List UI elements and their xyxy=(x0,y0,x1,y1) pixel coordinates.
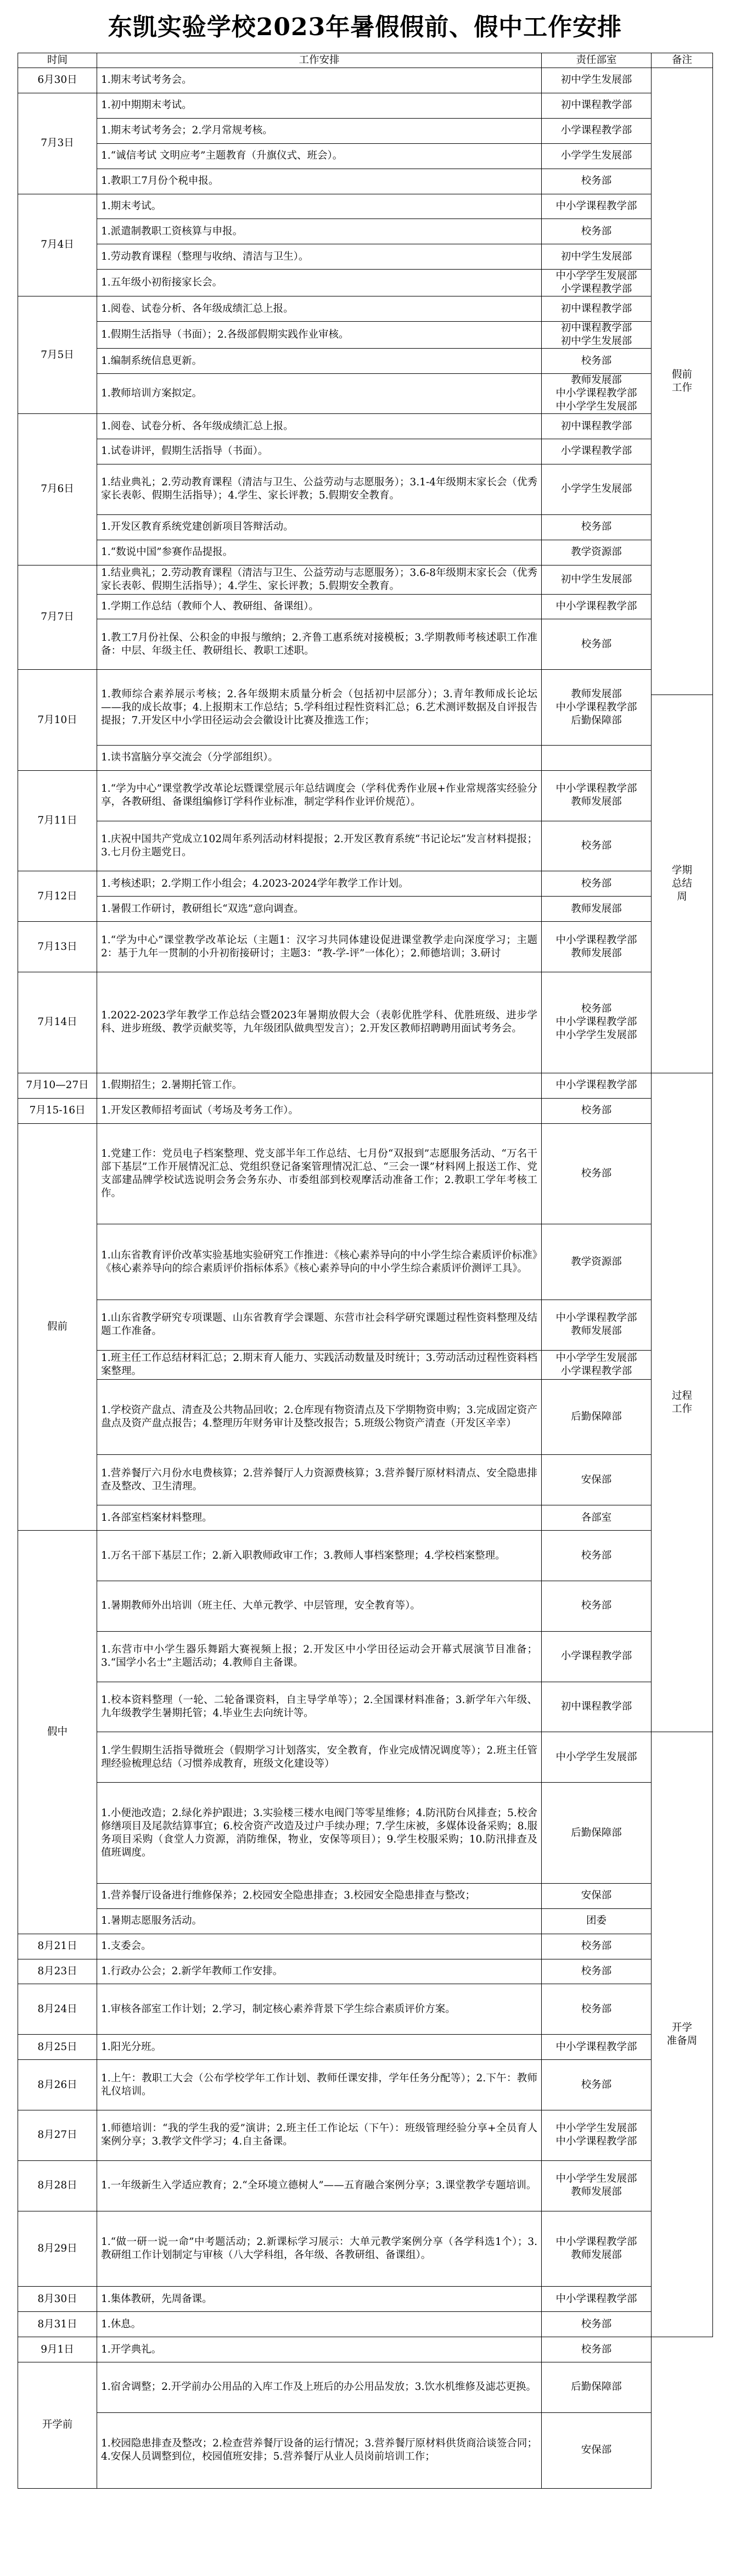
responsible-dept: 初中课程教学部 xyxy=(542,93,652,118)
schedule-table xyxy=(18,53,713,2489)
table-row xyxy=(18,1908,713,1934)
work-item: 1.阳光分班。 xyxy=(97,2035,542,2060)
responsible-dept: 初中学生发展部 xyxy=(542,68,652,93)
date-cell: 8月31日 xyxy=(18,2312,97,2337)
table-row xyxy=(18,1300,713,1325)
work-item: 1.万名干部下基层工作；2.新入职教师政审工作；3.教师人事档案整理；4.学校档案整理。 xyxy=(97,1531,542,1581)
work-item: 1.“诚信考试 文明应考”主题教育（升旗仪式、班会）。 xyxy=(97,143,542,169)
responsible-dept: 校务部 xyxy=(542,619,652,670)
table-row xyxy=(18,2412,713,2438)
responsible-dept: 教师发展部 中小学课程教学部 后勤保障部 xyxy=(542,670,652,746)
work-item: 1.派遣制教职工资核算与申报。 xyxy=(97,219,542,244)
table-row xyxy=(18,68,713,93)
responsible-dept: 小学学生发展部 xyxy=(542,143,652,169)
responsible-dept: 校务部 xyxy=(542,1984,652,2035)
responsible-dept: 初中学生发展部 xyxy=(542,565,652,594)
table-row xyxy=(18,745,713,770)
responsible-dept: 教师发展部 xyxy=(542,897,652,922)
responsible-dept: 小学课程教学部 xyxy=(542,439,652,464)
responsible-dept: 中小学课程教学部 教师发展部 xyxy=(542,770,652,821)
work-item: 1.假期生活指导（书面）；2.各级部假期实践作业审核。 xyxy=(97,322,542,349)
work-item: 1.编制系统信息更新。 xyxy=(97,349,542,374)
responsible-dept: 教学资源部 xyxy=(542,1224,652,1300)
work-item: 1.教师培训方案拟定。 xyxy=(97,374,542,414)
date-cell: 7月14日 xyxy=(18,972,97,1073)
table-row xyxy=(18,169,713,194)
responsible-dept: 中小学课程教学部 xyxy=(542,1073,652,1098)
date-cell: 8月28日 xyxy=(18,2160,97,2211)
date-cell: 8月24日 xyxy=(18,1984,97,2035)
date-cell: 7月5日 xyxy=(18,296,97,414)
date-cell: 8月23日 xyxy=(18,1959,97,1984)
work-item: 1.“学为中心”课堂教学改革论坛暨课堂展示年总结调度会（学科优秀作业展+作业常规落实经验分享，各教研组、备课组编修订学科作业标准，制定学科作业评价规范）。 xyxy=(97,770,542,821)
work-item: 1.集体教研，先周备课。 xyxy=(97,2287,542,2312)
table-row xyxy=(18,374,713,414)
work-item: 1.上午：教职工大会（公布学校学年工作计划、教师任课安排，学年任务分配等）；2.下午：教师礼仪培训。 xyxy=(97,2060,542,2110)
responsible-dept: 安保部 xyxy=(542,1883,652,1908)
work-item: 1.教工7月份社保、公积金的申报与缴纳；2.齐鲁工惠系统对接模板；3.学期教师考核述职工作准备：中层、年级主任、教研组长、教职工述职。 xyxy=(97,619,542,670)
table-row xyxy=(18,1631,713,1656)
date-cell: 开学前 xyxy=(18,2362,97,2489)
work-item: 1.结业典礼；2.劳动教育课程（清洁与卫生、公益劳动与志愿服务）；3.1-4年级期末家长会（优秀家长表彰、假期生活指导）；4.学生、家长评教；5.假期安全教育。 xyxy=(97,464,542,514)
responsible-dept: 中小学课程教学部 教师发展部 xyxy=(542,922,652,972)
work-item: 1.师德培训：“我的学生我的爱”演讲；2.班主任工作论坛（下午）：班级管理经验分享+全员育人案例分享；3.教学文件学习；4.自主备课。 xyxy=(97,2110,542,2160)
work-item: 1.审核各部室工作计划；2.学习，制定核心素养背景下学生综合素质评价方案。 xyxy=(97,1984,542,2035)
note-cell: 过程 工作 xyxy=(652,1073,713,1732)
work-item: 1.暑期教师外出培训（班主任、大单元教学、中层管理，安全教育等）。 xyxy=(97,1581,542,1631)
work-item: 1.营养餐厅六月份水电费核算；2.营养餐厅人力资源费核算；3.营养餐厅原材料清点、安全隐患排查及整改、卫生清理。 xyxy=(97,1455,542,1505)
work-item: 1.开发区教师招考面试（考场及考务工作）。 xyxy=(97,1098,542,1123)
responsible-dept: 教师发展部 中小学课程教学部 中小学学生发展部 xyxy=(542,374,652,414)
work-item: 1.各部室档案材料整理。 xyxy=(97,1505,542,1531)
responsible-dept: 中小学课程教学部 xyxy=(542,194,652,219)
responsible-dept: 后勤保障部 xyxy=(542,1783,652,1884)
work-item: 1.教师综合素养展示考核；2.各年级期末质量分析会（包括初中层部分）；3.青年教师成长论坛——我的成长故事；4.上报期末工作总结；5.学科组过程性资料汇总；6.艺术测评数据及自评报告提报；7.开发区中小学田径运动会会徽设计比赛及推选工作； xyxy=(97,670,542,746)
responsible-dept: 校务部 xyxy=(542,349,652,374)
responsible-dept: 校务部 xyxy=(542,821,652,871)
work-item: 1.庆祝中国共产党成立102周年系列活动材料提报；2.开发区教育系统“书记论坛”发言材料提报；3.七月份主题党日。 xyxy=(97,821,542,871)
table-row xyxy=(18,540,713,565)
date-cell: 7月13日 xyxy=(18,922,97,972)
responsible-dept: 初中学生发展部 xyxy=(542,244,652,270)
table-row xyxy=(18,2211,713,2236)
table-row xyxy=(18,93,713,118)
responsible-dept: 团委 xyxy=(542,1908,652,1934)
responsible-dept: 校务部 xyxy=(542,1581,652,1631)
work-item: 1.开发区教育系统党建创新项目答辩活动。 xyxy=(97,514,542,540)
date-cell: 7月12日 xyxy=(18,871,97,922)
work-item: 1.阅卷、试卷分析、各年级成绩汇总上报。 xyxy=(97,296,542,322)
work-item: 1.支委会。 xyxy=(97,1934,542,1959)
work-item: 1.行政办公会；2.新学年教师工作安排。 xyxy=(97,1959,542,1984)
schedule-body xyxy=(18,68,713,2489)
responsible-dept: 小学课程教学部 xyxy=(542,118,652,143)
work-item: 1.读书富脑分享交流会（分学部组织）。 xyxy=(97,745,542,770)
table-row xyxy=(18,2362,713,2388)
table-row xyxy=(18,1732,713,1757)
table-row xyxy=(18,1073,713,1098)
date-cell: 假前 xyxy=(18,1123,97,1531)
responsible-dept: 小学学生发展部 xyxy=(542,464,652,514)
responsible-dept: 校务部 xyxy=(542,1934,652,1959)
table-row xyxy=(18,1098,713,1123)
table-row xyxy=(18,2060,713,2085)
date-cell: 7月10—27日 xyxy=(18,1073,97,1098)
work-item: 1.学校资产盘点、清查及公共物品回收；2.仓库现有物资清点及下学期物资申购；3.完成固定资产盘点及资产盘点报告；4.整理历年财务审计及整改报告；5.班级公物资产清查（开发区辛幸） xyxy=(97,1379,542,1455)
responsible-dept: 校务部 xyxy=(542,1959,652,1984)
header-work: 工作安排 xyxy=(97,53,542,68)
responsible-dept: 中小学课程教学部 xyxy=(542,594,652,619)
table-row xyxy=(18,2110,713,2135)
table-row xyxy=(18,1984,713,2009)
work-item: 1.营养餐厅设备进行维修保养；2.校园安全隐患排查；3.校园安全隐患排查与整改； xyxy=(97,1883,542,1908)
table-row xyxy=(18,770,713,796)
table-row xyxy=(18,565,713,594)
work-item: 1.“做一研一说一命”中考题活动；2.新课标学习展示：大单元教学案例分享（各学科选1个）；3.教研组工作计划制定与审核（八大学科组，各年级、各教研组、备课组）。 xyxy=(97,2211,542,2287)
responsible-dept: 中小学课程教学部 xyxy=(542,2035,652,2060)
work-item: 1.小便池改造；2.绿化养护跟进；3.实验楼三楼水电阀门等零星维修；4.防汛防台风排查；5.校舍修缮项目及尾款结算事宜；6.校舍资产改造及过户手续办理；7.学生床被，多媒体设备采购；8.服务项目采购（食堂人力资源，消防维保，物业，安保等项目）；9.学生校服采购；10.防汛排查及值班调度。 xyxy=(97,1783,542,1884)
table-row xyxy=(18,1505,713,1531)
work-item: 1.暑期志愿服务活动。 xyxy=(97,1908,542,1934)
table-row xyxy=(18,1531,713,1556)
work-item: 1.五年级小初衔接家长会。 xyxy=(97,270,542,296)
table-row xyxy=(18,296,713,322)
table-row xyxy=(18,2160,713,2186)
responsible-dept: 教学资源部 xyxy=(542,540,652,565)
date-cell: 8月29日 xyxy=(18,2211,97,2287)
table-row xyxy=(18,821,713,846)
work-item: 1.宿舍调整；2.开学前办公用品的入库工作及上班后的办公用品发放；3.饮水机维修及滤芯更换。 xyxy=(97,2362,542,2413)
table-row xyxy=(18,1883,713,1908)
work-item: 1.班主任工作总结材料汇总；2.期末育人能力、实践活动数量及时统计；3.劳动活动过程性资料档案整理。 xyxy=(97,1350,542,1379)
responsible-dept: 后勤保障部 xyxy=(542,1379,652,1455)
page-title: 东凯实验学校2023年暑假假前、假中工作安排 xyxy=(108,13,622,41)
date-cell: 7月6日 xyxy=(18,414,97,565)
work-item: 1.开学典礼。 xyxy=(97,2337,542,2362)
table-row xyxy=(18,1350,713,1379)
responsible-dept: 安保部 xyxy=(542,1455,652,1505)
table-row xyxy=(18,2035,713,2060)
responsible-dept: 校务部 xyxy=(542,2060,652,2110)
header-note: 备注 xyxy=(652,53,713,68)
table-row xyxy=(18,594,713,619)
date-cell: 8月26日 xyxy=(18,2060,97,2110)
table-row xyxy=(18,194,713,219)
table-row xyxy=(18,464,713,489)
header-time: 时间 xyxy=(18,53,97,68)
table-row xyxy=(18,972,713,998)
responsible-dept: 中小学学生发展部 小学课程教学部 xyxy=(542,270,652,296)
note-cell: 假前 工作 xyxy=(652,68,713,695)
work-item: 1.期末考试考务会。 xyxy=(97,68,542,93)
work-item: 1.一年级新生入学适应教育；2.“全环境立德树人”——五育融合案例分享；3.课堂教学专题培训。 xyxy=(97,2160,542,2211)
table-row xyxy=(18,1455,713,1480)
work-item: 1.试卷讲评，假期生活指导（书面）。 xyxy=(97,439,542,464)
work-item: 1.初中期期末考试。 xyxy=(97,93,542,118)
responsible-dept: 初中课程教学部 xyxy=(542,296,652,322)
work-item: 1.“数说中国”参赛作品提报。 xyxy=(97,540,542,565)
table-row xyxy=(18,219,713,244)
date-cell: 假中 xyxy=(18,1531,97,1934)
responsible-dept: 校务部 xyxy=(542,2312,652,2337)
date-cell: 7月11日 xyxy=(18,770,97,871)
table-row xyxy=(18,1379,713,1404)
date-cell: 6月30日 xyxy=(18,68,97,93)
responsible-dept: 中小学课程教学部 教师发展部 xyxy=(542,2211,652,2287)
responsible-dept: 中小学学生发展部 中小学课程教学部 xyxy=(542,2110,652,2160)
date-cell: 8月27日 xyxy=(18,2110,97,2160)
table-row xyxy=(18,2287,713,2312)
work-item: 1.校本资料整理（一轮、二轮备课资料，自主导学单等）；2.全国课材料准备；3.新学年六年级、九年级教学生暑期托管；4.毕业生去向统计等。 xyxy=(97,1682,542,1732)
date-cell: 9月1日 xyxy=(18,2337,97,2362)
work-item: 1.教职工7月份个税申报。 xyxy=(97,169,542,194)
work-item: 1.校园隐患排查及整改；2.检查营养餐厅设备的运行情况；3.营养餐厅原材料供货商洽谈签合同；4.安保人员调整到位，校园值班安排；5.营养餐厅从业人员岗前培训工作； xyxy=(97,2412,542,2488)
table-row xyxy=(18,143,713,169)
note-cell: 学期 总结 周 xyxy=(652,695,713,1073)
table-row xyxy=(18,922,713,947)
date-cell: 7月10日 xyxy=(18,670,97,771)
table-row xyxy=(18,270,713,296)
table-row xyxy=(18,244,713,270)
table-row xyxy=(18,2337,713,2362)
work-item: 1.2022-2023学年教学工作总结会暨2023年暑期放假大会（表彰优胜学科、优胜班级、进步学科、进步班级、教学贡献奖等，九年级团队做典型发言）；2.开发区教师招聘聘用面试考务会。 xyxy=(97,972,542,1073)
table-row xyxy=(18,1959,713,1984)
table-row xyxy=(18,349,713,374)
responsible-dept: 初中课程教学部 xyxy=(542,414,652,439)
table-row xyxy=(18,322,713,349)
responsible-dept: 中小学学生发展部 教师发展部 xyxy=(542,2160,652,2211)
work-item: 1.考核述职；2.学期工作小组会；4.2023-2024学年教学工作计划。 xyxy=(97,871,542,897)
date-cell: 7月4日 xyxy=(18,194,97,296)
table-row xyxy=(18,414,713,439)
date-cell: 8月21日 xyxy=(18,1934,97,1959)
table-row xyxy=(18,670,713,695)
work-item: 1.学生假期生活指导微班会（假期学习计划落实，安全教育，作业完成情况调度等）；2.班主任管理经验梳理总结（习惯养成教育，班级文化建设等） xyxy=(97,1732,542,1783)
responsible-dept: 中小学学生发展部 xyxy=(542,1732,652,1783)
responsible-dept: 校务部 xyxy=(542,1123,652,1224)
work-item: 1.劳动教育课程（整理与收纳、清洁与卫生）。 xyxy=(97,244,542,270)
table-row xyxy=(18,1581,713,1606)
responsible-dept: 校务部 xyxy=(542,514,652,540)
table-row xyxy=(18,1123,713,1149)
table-row xyxy=(18,514,713,540)
date-cell: 7月15-16日 xyxy=(18,1098,97,1123)
work-item: 1.期末考试。 xyxy=(97,194,542,219)
responsible-dept: 初中课程教学部 xyxy=(542,1682,652,1732)
responsible-dept xyxy=(542,745,652,770)
table-row xyxy=(18,871,713,897)
date-cell: 7月3日 xyxy=(18,93,97,194)
work-item: 1.假期招生；2.暑期托管工作。 xyxy=(97,1073,542,1098)
date-cell: 7月7日 xyxy=(18,565,97,670)
work-item: 1.结业典礼；2.劳动教育课程（清洁与卫生、公益劳动与志愿服务）；3.6-8年级期末家长会（优秀家长表彰、假期生活指导）；4.学生、家长评教；5.假期安全教育。 xyxy=(97,565,542,594)
work-item: 1.山东省教学研究专项课题、山东省教育学会课题、东营市社会科学研究课题过程性资料整理及结题工作准备。 xyxy=(97,1300,542,1350)
table-row xyxy=(18,1682,713,1707)
work-item: 1.暑假工作研讨，教研组长“双选”意向调查。 xyxy=(97,897,542,922)
responsible-dept: 中小学学生发展部 小学课程教学部 xyxy=(542,1350,652,1379)
table-row xyxy=(18,2312,713,2337)
table-row xyxy=(18,439,713,464)
work-item: 1.阅卷、试卷分析、各年级成绩汇总上报。 xyxy=(97,414,542,439)
work-item: 1.党建工作：党员电子档案整理、党支部半年工作总结、七月份“双报到”志愿服务活动、“万名干部下基层”工作开展情况汇总、党组织登记备案管理情况汇总、“三会一课”材料网上报送工作、党支部建品牌学校试选说明会务会务东办、市委组部到校观摩活动准备工作；2.教职工学年考核工作。 xyxy=(97,1123,542,1224)
responsible-dept: 中小学课程教学部 教师发展部 xyxy=(542,1300,652,1350)
responsible-dept: 校务部 xyxy=(542,1098,652,1123)
table-row xyxy=(18,1224,713,1250)
header-dept: 责任部室 xyxy=(542,53,652,68)
responsible-dept: 初中课程教学部 初中学生发展部 xyxy=(542,322,652,349)
header-row xyxy=(18,53,713,68)
table-row xyxy=(18,619,713,645)
table-row xyxy=(18,897,713,922)
responsible-dept: 校务部 xyxy=(542,219,652,244)
table-row xyxy=(18,1783,713,1808)
work-item: 1.“学为中心”课堂教学改革论坛（主题1：汉字习共同体建设促进课堂教学走向深度学习；主题2：基于九年一贯制的小升初衔接研讨；主题3：“教-学-评”一体化）；2.师德培训；3.研讨 xyxy=(97,922,542,972)
work-item: 1.东营市中小学生器乐舞蹈大赛视频上报；2.开发区中小学田径运动会开幕式展演节目准备；3.“国学小名士”主题活动；4.教师自主备课。 xyxy=(97,1631,542,1682)
responsible-dept: 各部室 xyxy=(542,1505,652,1531)
responsible-dept: 校务部 xyxy=(542,1531,652,1581)
work-item: 1.期末考试考务会；2.学月常规考核。 xyxy=(97,118,542,143)
responsible-dept: 校务部 xyxy=(542,169,652,194)
responsible-dept: 小学课程教学部 xyxy=(542,1631,652,1682)
responsible-dept: 安保部 xyxy=(542,2412,652,2488)
note-cell: 开学 准备周 xyxy=(652,1732,713,2337)
responsible-dept: 中小学课程教学部 xyxy=(542,2287,652,2312)
responsible-dept: 后勤保障部 xyxy=(542,2362,652,2413)
responsible-dept: 校务部 中小学课程教学部 中小学学生发展部 xyxy=(542,972,652,1073)
responsible-dept: 校务部 xyxy=(542,2337,652,2362)
work-item: 1.休息。 xyxy=(97,2312,542,2337)
date-cell: 8月25日 xyxy=(18,2035,97,2060)
work-item: 1.学期工作总结（教师个人、教研组、备课组）。 xyxy=(97,594,542,619)
responsible-dept: 校务部 xyxy=(542,871,652,897)
work-item: 1.山东省教育评价改革实验基地实验研究工作推进：《核心素养导向的中小学生综合素质评价标准》《核心素养导向的综合素质评价指标体系》《核心素养导向的中小学生综合素质评价测评工具》。 xyxy=(97,1224,542,1300)
date-cell: 8月30日 xyxy=(18,2287,97,2312)
table-row xyxy=(18,1934,713,1959)
table-row xyxy=(18,118,713,143)
